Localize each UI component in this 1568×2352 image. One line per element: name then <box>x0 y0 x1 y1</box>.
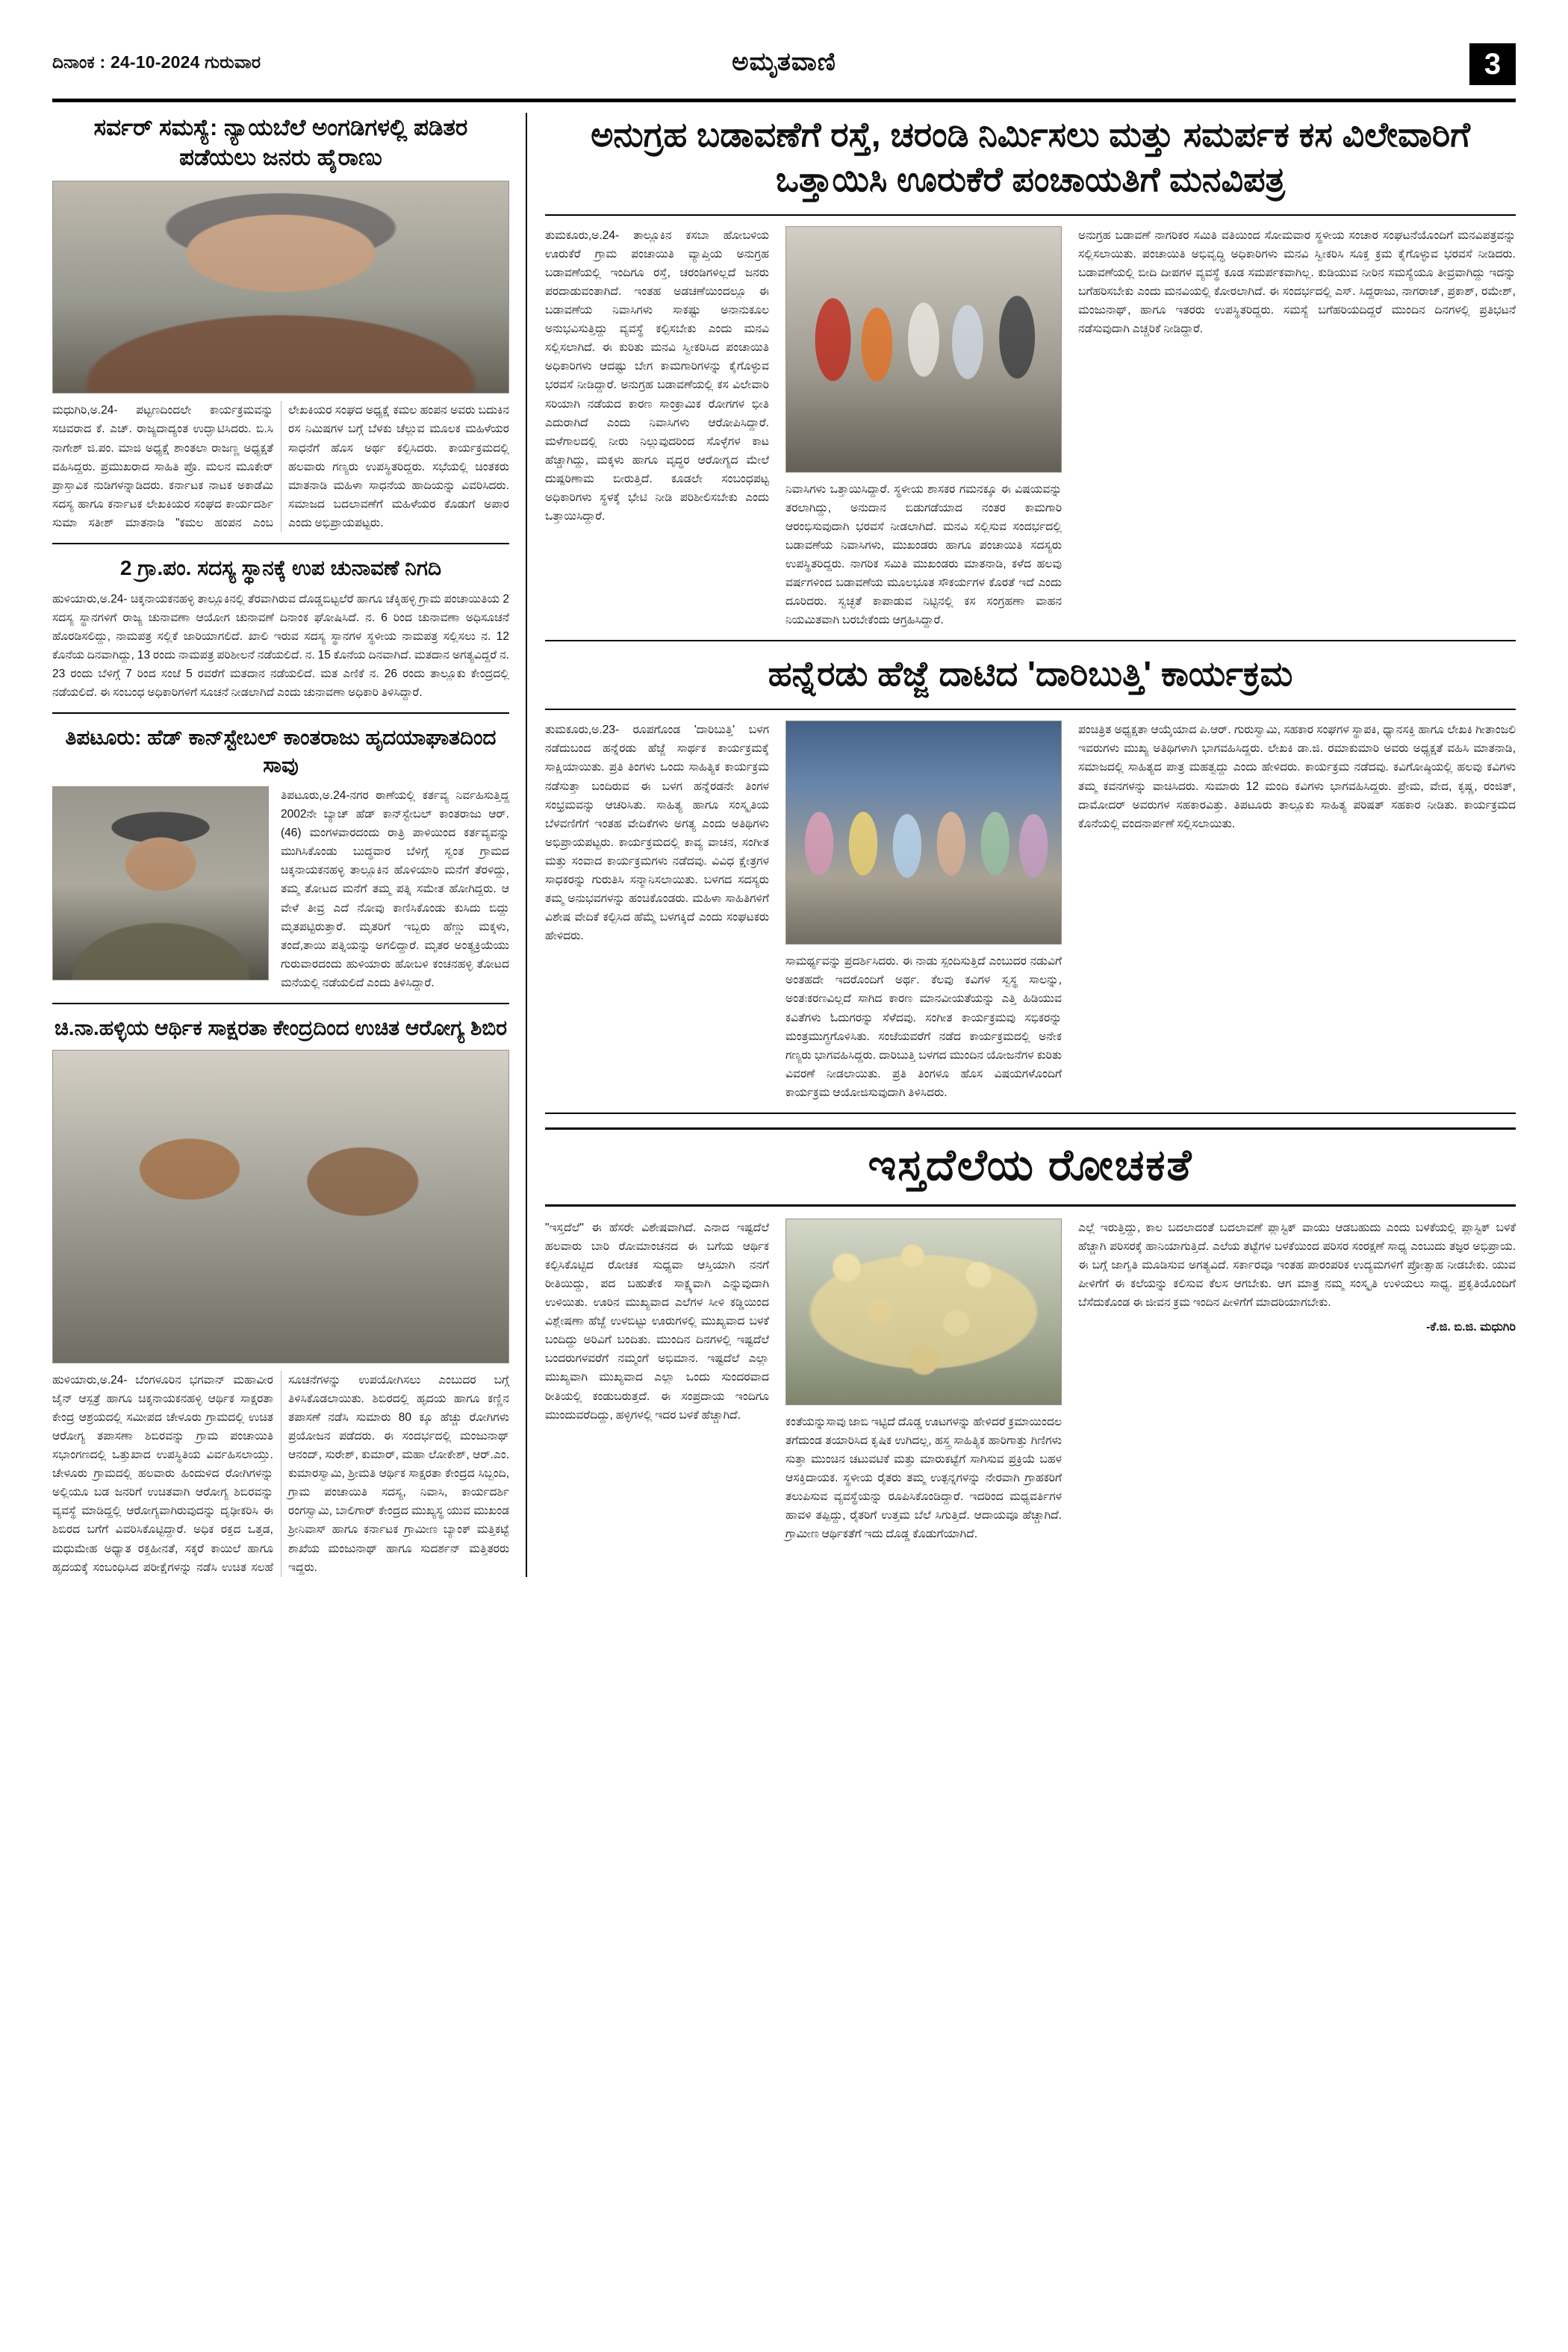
divider <box>52 543 509 544</box>
story-headline: ಅನುಗ್ರಹ ಬಡಾವಣೆಗೆ ರಸ್ತೆ, ಚರಂಡಿ ನಿರ್ಮಿಸಲು ಮತ್ತು ಸಮರ್ಪಕ ಕಸ ವಿಲೇವಾರಿಗೆ ಒತ್ತಾಯಿಸಿ ಊರುಕೆರೆ ಪಂಚಾಯತಿಗೆ ಮನವಿಪತ್ರ <box>591 115 1470 199</box>
article-constable-death <box>52 724 509 992</box>
feature-body-col3: ಎಲ್ಲೆ ಇರುತ್ತಿದ್ದು, ಕಾಲ ಬದಲಾದಂತೆ ಬದಲಾವಣೆ ಪ್ಲಾಸ್ಟಿಕ್ ವಾಯು ಆಡಬಹುದು ಎಂದು ಬಳಕೆಯಲ್ಲಿ ಪ್ಲಾಸ್ಟಿಕ್ ಬಳಕೆ ಹೆಚ್ಚಾಗಿ ಪರಿಸರಕ್ಕೆ ಹಾನಿಯಾಗುತ್ತಿದೆ. ಎಲೆಯ ತಟ್ಟೆಗಳ ಬಳಕೆಯಿಂದ ಪರಿಸರ ಸಂರಕ್ಷಣೆ ಸಾಧ್ಯ ಎಂಬುದು ತಜ್ಞರ ಅಭಿಪ್ರಾಯ. ಈ ಬಗ್ಗೆ ಜಾಗೃತಿ ಮೂಡಿಸುವ ಅಗತ್ಯವಿದೆ. ಸರ್ಕಾರವೂ ಇಂತಹ ಪಾರಂಪರಿಕ ಉದ್ಯಮಗಳಿಗೆ ಪ್ರೋತ್ಸಾಹ ನೀಡಬೇಕು. ಯುವ ಪೀಳಿಗೆಗೆ ಈ ಕಲೆಯನ್ನು ಕಲಿಸುವ ಕೆಲಸ ಆಗಬೇಕು. ಆಗ ಮಾತ್ರ ನಮ್ಮ ಸಂಸ್ಕೃತಿ ಉಳಿಯಲು ಸಾಧ್ಯ. ಪ್ರಕೃತಿಯೊಂದಿಗೆ ಬೆಸೆದುಕೊಂಡ ಈ ಜೀವನ ಕ್ರಮ ಇಂದಿನ ಪೀಳಿಗೆಗೆ ಮಾದರಿಯಾಗಬೇಕು. <box>1078 1221 1516 1309</box>
article-body-part1: ತಿಪಟೂರು,ಅ.24-ನಗರ ಠಾಣೆಯಲ್ಲಿ ಕರ್ತವ್ಯ ನಿರ್ವಹಿಸುತ್ತಿದ್ದ 2002ನೇ ಬ್ಯಾಚ್ ಹೆಡ್ ಕಾನ್‌ಸ್ಟೇಬಲ್ ಕಾಂತರಾಜು ಆರ್. (46) ಮಂಗಳವಾರದಂದು ರಾತ್ರಿ ಪಾಳಿಯಿಂದ ಕರ್ತವ್ಯವನ್ನು ಮುಗಿಸಿಕೊಂಡು ಬುದ್ಧವಾರ ಬೆಳಿಗ್ಗೆ ಸ್ವಂತ ಗ್ರಾಮದ ಚಿಕ್ಕನಾಯಕನಹಳ್ಳಿ ತಾಲ್ಲೂಕಿನ ಹೊಳಿಯಾರಿ ಮನೆಗೆ ತೆರಳಿದ್ದು, ತಮ್ಮ ತೋಟದ ಮನೆಗೆ ತಮ್ಮ ಪತ್ನಿ ಸಮೇತ ಹೋಗಿದ್ದರು. ಆ ವೇಳೆ ತೀವ್ರ ಎದೆ ನೋವು ಕಾಣಿಸಿಕೊಂಡು ಕುಸಿದು ಬಿದ್ದು ಮೃತಪಟ್ಟಿರುತ್ತಾರೆ. ಮೃತರಿಗೆ ಇಬ್ಬರು ಹೆಣ್ಣು ಮಕ್ಕಳು, ತಂದೆ,ತಾಯಿ ಪತ್ನಿಯನ್ನು ಅಗಲಿದ್ದಾರೆ. ಮೃತರ ಅಂತ್ಯಕ್ರಿಯೆಯು ಗುರುವಾರದಂದು ಹುಳಿಯಾರು ಹೋಬಳಿ ಕಂಚನಹಳ್ಳಿ ತೋಟದ ಮನೆಯಲ್ಲಿ ನಡೆಯಲಿದೆ ಎಂದು ತಿಳಿಸಿದ್ದಾರೆ. <box>281 788 509 990</box>
portrait-policeman-photo <box>52 786 269 980</box>
feature-credit: -ಕೆ.ಜಿ. ಬಿ.ಜಿ. ಮಧುಗಿರಿ <box>1426 1321 1516 1334</box>
stage-group-photo <box>785 721 1062 945</box>
divider <box>545 709 1516 710</box>
feature-body-col1: "ಇಸ್ತದೆಲೆ" ಈ ಹೆಸರೇ ವಿಶೇಷವಾಗಿದೆ. ಎನಾದ ಇಷ್ಟದೆಲೆ ಹಲವಾರು ಬಾರಿ ರೋಮಾಂಚನದ ಈ ಬಗೆಯ ಆರ್ಥಿಕ ಕಲ್ಪಿಸಿಕೊಟ್ಟಿದ ರೋಚಕ ಸುಧ್ಯವಾ ಆಸ್ತಿಯಾಗಿ ನನಗೆ ರೀತಿಯಿದ್ದು, ಪದ ಬಹುತೇಕ ಸಾಕ್ಷ್ಯವಾಗಿ ಎನ್ನುವುದಾಗಿ ಉಳಿಯಿತು. ಊರಿನ ಮುಖ್ಯವಾದ ಎಲೆಗಳ ಸೀಳಿ ಕಡ್ಡಿಯಿಂದ ವಿಶ್ಲೇಷಣಾ ಹೆಜ್ಜೆ ಉಳಬಿಟ್ಟು ಊರುಗಳಲ್ಲಿ ಮುಖ್ಯವಾದ ಬಳಕೆ ಬಂದಿದ್ದು ಅರಿವಿಗೆ ಬಂದಿತು. ಮುಂದಿನ ದಿನಗಳಲ್ಲಿ ಇಷ್ಟದೆಲೆ ಬಂದರುಗಳವರೆಗೆ ನಮ್ಮಂಗೆ ಅಭಿಮಾನ. ಇಷ್ಟದೆಲೆ ಎಲ್ಲಾ ಮುಖ್ಯವಾಗಿ ಮುಖ್ಯವಾದ ಎಲ್ಲಾ ಒಂದು ಸುಂದರವಾದ ರೀತಿಯಲ್ಲಿ ಕಂಡುಬರುತ್ತದೆ. ಈ ಸಂಪ್ರದಾಯ ಇಂದಿಗೂ ಮುಂದುವರೆದಿದ್ದು, ಹಳ್ಳಿಗಳಲ್ಲಿ ಇದರ ಬಳಕೆ ಹೆಚ್ಚಾಗಿದೆ. <box>545 1221 769 1422</box>
story-body-col3: ಪಂಚಿತ್ರಿತ ಅಧ್ಯಕ್ಷತಾ ಆಯ್ಕೆಯಾದ ಪಿ.ಆರ್. ಗುರುಸ್ವಾಮಿ, ಸಹಕಾರ ಸಂಘಗಳ ಸ್ಥಾಪಕಿ, ಧ್ಯಾನಸಕ್ತಿ ಹಾಗೂ ಲೇಖಕಿ ಗೀತಾಂಜಲಿ ಇವರುಗಳು ಮುಖ್ಯ ಅತಿಥಿಗಳಾಗಿ ಭಾಗವಹಿಸಿದ್ದರು. ಲೇಖಕಿ ಡಾ.ಜಿ. ರಮಾಕುಮಾರಿ ಅವರು ಅಧ್ಯಕ್ಷತೆ ವಹಿಸಿ ಮಾತನಾಡಿ, ಸಮಾಜದಲ್ಲಿ ಸಾಹಿತ್ಯದ ಪಾತ್ರ ಮಹತ್ವದ್ದು ಎಂದು ಹೇಳಿದರು. ಕಾರ್ಯಕ್ರಮ ನಡೆದವು. ಕವಿಗೋಷ್ಠಿಯಲ್ಲಿ ಹಲವು ಕವಿಗಳು ತಮ್ಮ ಕವನಗಳನ್ನು ವಾಚಿಸಿದರು. ಸುಮಾರು 12 ಮಂದಿ ಕವಿಗಳು ಭಾಗವಹಿಸಿದ್ದರು. ಪ್ರೇಮ, ವೇದ, ಕೃಷ್ಣ, ರಂಜಿತ್, ದಾಮೋದರ್ ಅವರುಗಳ ಸಹಕಾರವಿತ್ತು. ತಿಪಟೂರು ತಾಲ್ಲೂಕು ಸಾಹಿತ್ಯ ಪರಿಷತ್ ಸಹಕಾರ ನೀಡಿತು. ಕಾರ್ಯಕ್ರಮದ ಕೊನೆಯಲ್ಲಿ ವಂದನಾರ್ಪಣೆ ಸಲ್ಲಿಸಲಾಯಿತು. <box>1078 724 1516 830</box>
article-body: ಹುಳಿಯಾರು,ಅ.24- ಬೆಂಗಳೂರಿನ ಭಗವಾನ್ ಮಹಾವೀರ ಜೈನ್ ಆಸ್ಪತ್ರೆ ಹಾಗೂ ಚಿಕ್ಕನಾಯಕನಹಳ್ಳಿ ಆರ್ಥಿಕ ಸಾಕ್ಷರತಾ ಕೇಂದ್ರ ಆಶ್ರಯದಲ್ಲಿ ಸಮೀಪದ ಚೇಳೂರು ಗ್ರಾಮದಲ್ಲಿ ಉಚಿತ ಆರೋಗ್ಯ ತಪಾಸಣಾ ಶಿಬಿರವನ್ನು ಗ್ರಾಮ ಪಂಚಾಯಿತಿ ಸಭಾಂಗಣದಲ್ಲಿ ಒತ್ತುಖಾದ ಉಪಸ್ಥಿತಿಯ ವಿರ್ವಹಿಸಲಾಯ್ತು. ಚೇಳೂರು ಗ್ರಾಮದಲ್ಲಿ ಹಲವಾರು ಹಿಂದುಳಿದ ರೋಗಿಗಳನ್ನು ಅಲ್ಲಿಯೂ ಬಡ ಜನರಿಗೆ ಉಚಿತವಾಗಿ ಆರೋಗ್ಯ ಶಿಬಿರವನ್ನು ವ್ಯವಸ್ಥೆ ಮಾಡಿದ್ದಲ್ಲಿ ಆರೋಗ್ಯವಾಗಿರುವುದನ್ನು ದೃಢೀಕರಿಸಿ ಈ ಶಿಬಿರದ ಬಗೆಗೆ ವಿವರಿಸಿಕೊಟ್ಟಿದ್ದಾರೆ. ಅಧಿಕ ರಕ್ತದ ಒತ್ತಡ, ಮಧುಮೇಹ ಅಧ್ಯಾತ ರಕ್ತಹೀನತೆ, ಸಕ್ಕರೆ ಕಾಯಿಲೆ ಹಾಗೂ ಹೃದಯಕ್ಕೆ ಸಂಬಂಧಿಸಿದ ಪರೀಕ್ಷೆಗಳನ್ನು ನಡೆಸಿ ಉಚಿತ ಸಲಹೆ ಸೂಚನೆಗಳನ್ನು ಉಪಯೋಗಿಸಲು ಎಂಬುದರ ಬಗ್ಗೆ ತಿಳಿಸಿಕೊಡಲಾಯಿತು. ಶಿಬಿರದಲ್ಲಿ ಹೃದಯ ಹಾಗೂ ಕಣ್ಣಿನ ತಪಾಸಣೆ ನಡೆಸಿ ಸುಮಾರು 80 ಕ್ಕೂ ಹೆಚ್ಚು ರೋಗಿಗಳು ಪ್ರಯೋಜನ ಪಡೆದರು. ಈ ಸಂದರ್ಭದಲ್ಲಿ ಮಂಜುನಾಥ್ ಆನಂದ್, ಸುರೇಶ್, ಕುಮಾರ್, ಮಹಾ ಲೋಕೇಶ್, ಆರ್.ಎಂ. ಕುಮಾರಸ್ವಾಮಿ, ಶ್ರೀಮತಿ ಆರ್ಥಿಕ ಸಾಕ್ಷರತಾ ಕೇಂದ್ರದ ಸಿಬ್ಬಂದಿ, ಗ್ರಾಮ ಪಂಚಾಯಿತಿ ಸದಸ್ಯ, ನಿವಾಸಿ, ಕಾರ್ಯದರ್ಶಿ ರಂಗಸ್ವಾಮಿ, ಬಾಲಿಗಾರ್ ಕೇಂದ್ರದ ಮುಖ್ಯಸ್ಥ ಯುವ ಮುಖಂಡ ಶ್ರೀನಿವಾಸ್ ಹಾಗೂ ಕರ್ನಾಟಕ ಗ್ರಾಮೀಣ ಬ್ಯಾಂಕ್ ಮತ್ತಿಕಟ್ಟೆ ಶಾಖೆಯ ಮಂಜುನಾಥ್ ಹಾಗೂ ಸುದರ್ಶನ್ ಮತ್ತಿತರರು ಇದ್ದರು. <box>52 1373 509 1574</box>
story-anugraha-layout <box>545 113 1516 629</box>
story-daributti-program <box>545 652 1516 1102</box>
newspaper-title: ಅಮೃತವಾಣಿ <box>732 48 836 76</box>
left-column <box>52 113 527 1577</box>
health-camp-photo <box>52 1050 509 1363</box>
publication-date: ದಿನಾಂಕ : 24-10-2024 ಗುರುವಾರ <box>52 52 261 72</box>
masthead <box>52 42 1516 102</box>
divider <box>545 214 1516 216</box>
feature-headline-box <box>545 1127 1516 1206</box>
page-content <box>52 113 1516 1577</box>
article-headline: ಚಿ.ನಾ.ಹಳ್ಳಿಯ ಆರ್ಥಿಕ ಸಾಕ್ಷರತಾ ಕೇಂದ್ರದಿಂದ ಉಚಿತ ಆರೋಗ್ಯ ಶಿಬಿರ <box>54 1016 508 1040</box>
feature-headline: ಇಸ್ತದೆಲೆಯ ರೋಚಕತೆ <box>868 1141 1193 1190</box>
article-panchayat-byelection <box>52 555 509 702</box>
story-body-col1: ತುಮಕೂರು,ಅ.24- ತಾಲ್ಲೂಕಿನ ಕಸಬಾ ಹೋಬಳಿಯ ಊರುಕೆರೆ ಗ್ರಾಮ ಪಂಚಾಯಿತಿ ವ್ಯಾಪ್ತಿಯ ಅನುಗ್ರಹ ಬಡಾವಣೆಯಲ್ಲಿ ಇಂದಿಗೂ ರಸ್ತೆ, ಚರಂಡಿಗಳಿಲ್ಲದೆ ಜನರು ಪರದಾಡುವಂತಾಗಿದೆ. ಇಂತಹ ಅಡಚಣೆಯಿಂದಲ್ಲೂ ಈ ಬಡಾವಣೆಯ ನಿವಾಸಿಗಳು ಸಾಕಷ್ಟು ಅನಾನುಕೂಲ ಅನುಭವಿಸುತ್ತಿದ್ದು ವ್ಯವಸ್ಥೆ ಕಲ್ಪಿಸಬೇಕು ಎಂದು ಮನವಿ ಸಲ್ಲಿಸಲಾಗಿದೆ. ಈ ಕುರಿತು ಮನವಿ ಸ್ವೀಕರಿಸಿದ ಪಂಚಾಯಿತಿ ಅಧಿಕಾರಿಗಳು ಆದಷ್ಟು ಬೇಗ ಕಾಮಗಾರಿಗಳನ್ನು ಕೈಗೊಳ್ಳುವ ಭರವಸೆ ನೀಡಿದ್ದಾರೆ. ಅನುಗ್ರಹ ಬಡಾವಣೆಯಲ್ಲಿ ಕಸ ವಿಲೇವಾರಿ ಸರಿಯಾಗಿ ನಡೆಯದ ಕಾರಣ ಸಾಂಕ್ರಾಮಿಕ ರೋಗಗಳ ಭೀತಿ ಎದುರಾಗಿದೆ ಎಂದು ನಿವಾಸಿಗಳು ಆರೋಪಿಸಿದ್ದಾರೆ. ಮಳೆಗಾಲದಲ್ಲಿ ನೀರು ನಿಲ್ಲುವುದರಿಂದ ಸೊಳ್ಳೆಗಳ ಕಾಟ ಹೆಚ್ಚಾಗಿದ್ದು, ಮಕ್ಕಳು ಹಾಗೂ ವೃದ್ಧರ ಆರೋಗ್ಯದ ಮೇಲೆ ದುಷ್ಪರಿಣಾಮ ಬೀರುತ್ತಿದೆ. ಕೂಡಲೇ ಸಂಬಂಧಪಟ್ಟ ಅಧಿಕಾರಿಗಳು ಸ್ಥಳಕ್ಕೆ ಭೇಟಿ ನೀಡಿ ಪರಿಶೀಲಿಸಬೇಕು ಎಂದು ಒತ್ತಾಯಿಸಿದ್ದಾರೆ. <box>545 228 769 523</box>
article-health-camp <box>52 1015 509 1577</box>
story-body-col2: ಸಾಮರ್ಥ್ಯವನ್ನು ಪ್ರದರ್ಶಿಸಿದರು. ಈ ನಾಡು ಸ್ಪಂದಿಸುತ್ತಿದೆ ಎಂಬುದರ ನಡುವಿಗೆ ಅಂತಹದೇ ಇದರೊಂದಿಗೆ ಅರ್ಥ. ಕೆಲವು ಕವಿಗಳ ಸ್ವಸ್ಥ ಸಾಲನ್ನು, ಅಂತಃಕರಣವಿಲ್ಲದೆ ಸಾಗಿದ ಕಾರಣ ಮಾನವೀಯತೆಯನ್ನು ಎತ್ತಿ ಹಿಡಿಯುವ ಕವಿತೆಗಳು ಓದುಗರನ್ನು ಸೆಳೆದವು. ಸಂಗೀತ ಕಾರ್ಯಕ್ರಮವು ಸಭಿಕರನ್ನು ಮಂತ್ರಮುಗ್ಧಗೊಳಿಸಿತು. ಸಂಜೆಯವರೆಗೆ ನಡೆದ ಕಾರ್ಯಕ್ರಮದಲ್ಲಿ ಅನೇಕ ಗಣ್ಯರು ಭಾಗವಹಿಸಿದ್ದರು. ದಾರಿಬುತ್ತಿ ಬಳಗದ ಮುಂದಿನ ಯೋಜನೆಗಳ ಕುರಿತು ವಿವರಣೆ ನೀಡಲಾಯಿತು. ಪ್ರತಿ ತಿಂಗಳೂ ಹೊಸ ವಿಷಯಗಳೊಂದಿಗೆ ಕಾರ್ಯಕ್ರಮ ಆಯೋಜಿಸುವುದಾಗಿ ತಿಳಿಸಿದರು. <box>785 955 1062 1100</box>
article-body: ಹುಳಿಯಾರು,ಅ.24- ಚಿಕ್ಕನಾಯಕನಹಳ್ಳಿ ತಾಲ್ಲೂಕಿನಲ್ಲಿ ತೆರವಾಗಿರುವ ದೊಡ್ಡಬಿಟ್ಟಲೆರೆ ಹಾಗೂ ಚೆಕ್ಕಿಹಳ್ಳಿ ಗ್ರಾಮ ಪಂಚಾಯಿತಿಯ 2 ಸದಸ್ಯ ಸ್ಥಾನಗಳಿಗೆ ರಾಜ್ಯ ಚುನಾವಣಾ ಆಯೋಗ ಚುನಾವಣೆ ದಿನಾಂಕ ಘೋಷಿಸಿದೆ. ನ. 6 ರಿಂದ ಚುನಾವಣಾ ಅಧಿಸೂಚನೆ ಹೊರಡಿಸಲಿದ್ದು, ನಾಮಪತ್ರ ಸಲ್ಲಿಕೆ ಜಾರಿಯಾಗಲಿದೆ. ಖಾಲಿ ಇರುವ ಸದಸ್ಯ ಸ್ಥಾನಗಳ ಸ್ಥಳೀಯ ನಾಮಪತ್ರ ಸಲ್ಲಿಸಲು ನ. 12 ಕೊನೆಯ ದಿನವಾಗಿದ್ದು, 13 ರಂದು ನಾಮಪತ್ರ ಪರಿಶೀಲನೆ ನಡೆಯಲಿದೆ. ನ. 15 ಕೊನೆಯ ದಿನವಾಗಿದೆ. ಮತದಾನ ಅಗತ್ಯವಿದ್ದರೆ ನ. 23 ರಂದು ಬೆಳಿಗ್ಗೆ 7 ರಿಂದ ಸಂಜೆ 5 ರವರೆಗೆ ಮತದಾನ ನಡೆಯಲಿದೆ. ಮತ ಎಣಿಕೆ ನ. 26 ರಂದು ತಾಲ್ಲೂಕು ಕೇಂದ್ರದಲ್ಲಿ ನಡೆಯಲಿದೆ. ಈ ಸಂಬಂಧ ಅಧಿಕಾರಿಗಳಿಗೆ ಸೂಚನೆ ನೀಡಲಾಗಿದೆ ಎಂದು ಚುನಾವಣಾ ಅಧಿಕಾರಿ ತಿಳಿಸಿದ್ದಾರೆ. <box>52 592 509 700</box>
story-headline: ಹನ್ನೆರಡು ಹೆಜ್ಜೆ ದಾಟಿದ 'ದಾರಿಬುತ್ತಿ' ಕಾರ್ಯಕ್ರಮ <box>768 654 1293 694</box>
article-server-problem <box>52 113 509 532</box>
divider <box>545 640 1516 641</box>
page-number-badge: 3 <box>1469 43 1516 85</box>
main-area <box>527 113 1516 1577</box>
potato-chips-photo <box>785 1219 1062 1405</box>
feature-istadele <box>545 1127 1516 1543</box>
divider <box>545 1113 1516 1114</box>
article-headline: ತಿಪಟೂರು: ಹೆಡ್ ಕಾನ್‌ಸ್ಟೇಬಲ್ ಕಾಂತರಾಜು ಹೃದಯಾಘಾತದಿಂದ ಸಾವು <box>65 726 497 777</box>
article-headline: ಸರ್ವರ್ ಸಮಸ್ಯೆ: ನ್ಯಾಯಬೆಲೆ ಅಂಗಡಿಗಳಲ್ಲಿ ಪಡಿತರ ಪಡೆಯಲು ಜನರು ಹೈರಾಣು <box>93 114 468 170</box>
memorandum-handover-photo <box>785 226 1062 473</box>
article-headline: 2 ಗ್ರಾ.ಪಂ. ಸದಸ್ಯ ಸ್ಥಾನಕ್ಕೆ ಉಪ ಚುನಾವಣೆ ನಿಗದಿ <box>119 556 442 580</box>
story-body-col1: ತುಮಕೂರು,ಅ.23- ರೂಪಗೊಂಡ 'ದಾರಿಬುತ್ತಿ' ಬಳಗ ನಡೆದುಬಂದ ಹನ್ನೆರಡು ಹೆಜ್ಜೆ ಸಾರ್ಥಕ ಕಾರ್ಯಕ್ರಮಕ್ಕೆ ಸಾಕ್ಷಿಯಾಯಿತು. ಪ್ರತಿ ತಿಂಗಳು ಒಂದು ಸಾಹಿತ್ಯಿಕ ಕಾರ್ಯಕ್ರಮ ನಡೆಸುತ್ತಾ ಬಂದಿರುವ ಈ ಬಳಗ ಹನ್ನೆರಡನೇ ತಿಂಗಳ ಸಂಭ್ರಮವನ್ನು ಆಚರಿಸಿತು. ಸಾಹಿತ್ಯ ಹಾಗೂ ಸಂಸ್ಕೃತಿಯ ಬೆಳವಣಿಗೆಗೆ ಇಂತಹ ವೇದಿಕೆಗಳು ಅಗತ್ಯ ಎಂದು ಅತಿಥಿಗಳು ಅಭಿಪ್ರಾಯಪಟ್ಟರು. ಕಾರ್ಯಕ್ರಮದಲ್ಲಿ ಕಾವ್ಯ ವಾಚನ, ಸಂಗೀತ ಮತ್ತು ಸಂವಾದ ಕಾರ್ಯಕ್ರಮಗಳು ನಡೆದವು. ವಿವಿಧ ಕ್ಷೇತ್ರಗಳ ಸಾಧಕರನ್ನು ಗುರುತಿಸಿ ಸನ್ಮಾನಿಸಲಾಯಿತು. ಬಳಗದ ಸದಸ್ಯರು ತಮ್ಮ ಅನುಭವಗಳನ್ನು ಹಂಚಿಕೊಂಡರು. ಮಹಿಳಾ ಸಾಹಿತಿಗಳಿಗೆ ವಿಶೇಷ ವೇದಿಕೆ ಕಲ್ಪಿಸಿದ ಹೆಮ್ಮೆ ಬಳಗಕ್ಕಿದೆ ಎಂದು ಸಂಘಟಕರು ಹೇಳಿದರು. <box>545 724 769 943</box>
feature-body-col2: ಕಂತೆಯನ್ನುಸಾವು ಜಾಬಿ ಇಟ್ಟಿದೆ ದೊಡ್ಡ ಊಟಗಳನ್ನು ಹೇಳಿದರೆ ಕ್ರಮಾಯಿಂದಲ ತಗೆದುಂಡ ತಯಾರಿಸಿದ ಕೃಷಿಕ ಉಗಿದಲ್ಲ, ಹಸ್ತ್ರ ಸಾಹಿತ್ಯಿಕ ಹಾರಿಗಾತ್ತು ಗಿಣಿಗಳು ಸುತ್ತಾ ಮುಂಚಿನ ಚಟುವಟಿಕೆ ಮತ್ತು ಮಾರುಕಟ್ಟೆಗೆ ಸಾಗಿಸುವ ಪ್ರಕ್ರಿಯೆ ಬಹಳ ಆಸಕ್ತಿದಾಯಕ. ಸ್ಥಳೀಯ ರೈತರು ತಮ್ಮ ಉತ್ಪನ್ನಗಳನ್ನು ನೇರವಾಗಿ ಗ್ರಾಹಕರಿಗೆ ತಲುಪಿಸುವ ವ್ಯವಸ್ಥೆಯನ್ನು ರೂಪಿಸಿಕೊಂಡಿದ್ದಾರೆ. ಇದರಿಂದ ಮಧ್ಯವರ್ತಿಗಳ ಹಾವಳಿ ತಪ್ಪಿದ್ದು, ರೈತರಿಗೆ ಉತ್ತಮ ಬೆಲೆ ಸಿಗುತ್ತಿದೆ. ಆದಾಯವೂ ಹೆಚ್ಚಾಗಿದೆ. ಗ್ರಾಮೀಣ ಆರ್ಥಿಕತೆಗೆ ಇದು ದೊಡ್ಡ ಕೊಡುಗೆಯಾಗಿದೆ. <box>785 1415 1063 1541</box>
article-body: ಮಧುಗಿರಿ,ಅ.24- ಪಟ್ಟಣದಿಂದಲೇ ಕಾರ್ಯಕ್ರಮವನ್ನು ಸಚಿವರಾದ ಕೆ. ಎಚ್. ರಾಜ್ಯದಾದ್ಯಂತ ಉದ್ಘಾಟಿಸಿದರು. ಬಿ.ಸಿ ನಾಗೇಶ್ ಜಿ.ಪಂ. ಮಾಜಿ ಅಧ್ಯಕ್ಷೆ ಶಾಂತಲಾ ರಾಜಣ್ಣ ಅಧ್ಯಕ್ಷತೆ ವಹಿಸಿದ್ದರು. ಪ್ರಮುಖರಾದ ಸಾಹಿತಿ ಪ್ರೊ. ಮಲನ ಮೂಕೇರ್ ಪ್ರಾಸ್ತಾವಿಕ ನುಡಿಗಳನ್ನಾಡಿದರು. ಕರ್ನಾಟಕ ನಾಟಕ ಅಕಾಡೆಮಿ ಸದಸ್ಯ ಹಾಗೂ ಕರ್ನಾಟಕ ಲೇಖಕಿಯರ ಸಂಘದ ಕಾರ್ಯದರ್ಶಿ ಸುಮಾ ಸತೀಶ್ ಮಾತನಾಡಿ "ಕಮಲ ಹಂಪನ ಎಂಬ ಲೇಖಕಿಯರ ಸಂಘದ ಅಧ್ಯಕ್ಷೆ ಕಮಲ ಹಂಪನ ಅವರು ಬದುಕಿನ ರಸ ನಿಮಿಷಗಳ ಬಗ್ಗೆ ಬೆಳಕು ಚೆಲ್ಲುವ ಮೂಲಕ ಮಹಿಳೆಯರ ಸಾಧನೆಗೆ ಹೊಸ ಅರ್ಥ ಕಲ್ಪಿಸಿದರು. ಕಾರ್ಯಕ್ರಮದಲ್ಲಿ ಹಲವಾರು ಗಣ್ಯರು ಉಪಸ್ಥಿತರಿದ್ದರು. ಸಭೆಯಲ್ಲಿ ಚಿಂತಕರು ಮಾತನಾಡಿ ಮಹಿಳಾ ಸಾಧನೆಯ ಹಾದಿಯನ್ನು ವಿವರಿಸಿದರು. ಸಮಾಜದ ಬದಲಾವಣೆಗೆ ಮಹಿಳೆಯರ ಕೊಡುಗೆ ಅಪಾರ ಎಂದು ಅಭಿಪ್ರಾಯಪಟ್ಟರು. <box>52 404 509 529</box>
story-body-col3: ಅನುಗ್ರಹ ಬಡಾವಣೆ ನಾಗರಿಕರ ಸಮಿತಿ ವತಿಯಿಂದ ಸೋಮವಾರ ಸ್ಥಳೀಯ ಸಂಚಾರ ಸಂಘಟನೆಯೊಂದಿಗೆ ಮನವಿಪತ್ರವನ್ನು ಸಲ್ಲಿಸಲಾಯಿತು. ಪಂಚಾಯಿತಿ ಅಭಿವೃದ್ಧಿ ಅಧಿಕಾರಿಗಳು ಮನವಿ ಸ್ವೀಕರಿಸಿ ಸೂಕ್ತ ಕ್ರಮ ಕೈಗೊಳ್ಳುವ ಭರವಸೆ ನೀಡಿದರು. ಬಡಾವಣೆಯಲ್ಲಿ ಬೀದಿ ದೀಪಗಳ ವ್ಯವಸ್ಥೆ ಕೂಡ ಸಮರ್ಪಕವಾಗಿಲ್ಲ. ಕುಡಿಯುವ ನೀರಿನ ಸಮಸ್ಯೆಯೂ ತೀವ್ರವಾಗಿದ್ದು ಇದನ್ನು ಬಗೆಹರಿಸಬೇಕು ಎಂದು ಮನವಿಯಲ್ಲಿ ಕೋರಲಾಗಿದೆ. ಈ ಸಂದರ್ಭದಲ್ಲಿ ಎಸ್. ಸಿದ್ದರಾಜು, ನಾಗರಾಜ್, ಪ್ರಕಾಶ್, ರಮೇಶ್, ಮಂಜುನಾಥ್, ಹಾಗೂ ಇತರರು ಉಪಸ್ಥಿತರಿದ್ದರು. ಸಮಸ್ಯೆ ಬಗೆಹರಿಯದಿದ್ದರೆ ಮುಂದಿನ ದಿನಗಳಲ್ಲಿ ಪ್ರತಿಭಟನೆ ನಡೆಸುವುದಾಗಿ ಎಚ್ಚರಿಕೆ ನೀಡಿದ್ದಾರೆ. <box>1078 228 1516 336</box>
portrait-elderly-woman-photo <box>52 181 509 393</box>
divider <box>52 1003 509 1004</box>
divider <box>52 712 509 714</box>
story-body-col2: ನಿವಾಸಿಗಳು ಒತ್ತಾಯಿಸಿದ್ದಾರೆ. ಸ್ಥಳೀಯ ಶಾಸಕರ ಗಮನಕ್ಕೂ ಈ ವಿಷಯವನ್ನು ತರಲಾಗಿದ್ದು, ಅನುದಾನ ಬಿಡುಗಡೆಯಾದ ನಂತರ ಕಾಮಗಾರಿ ಆರಂಭಿಸುವುದಾಗಿ ಭರವಸೆ ನೀಡಲಾಗಿದೆ. ಮನವಿ ಸಲ್ಲಿಸುವ ಸಂದರ್ಭದಲ್ಲಿ ಬಡಾವಣೆಯ ನಿವಾಸಿಗಳು, ಮುಖಂಡರು ಹಾಗೂ ಪಂಚಾಯಿತಿ ಸದಸ್ಯರು ಉಪಸ್ಥಿತರಿದ್ದರು. ನಾಗರಿಕ ಸಮಿತಿ ಮುಖಂಡರು ಮಾತನಾಡಿ, ಕಳೆದ ಹಲವು ವರ್ಷಗಳಿಂದ ಬಡಾವಣೆಯ ಮೂಲಭೂತ ಸೌಕರ್ಯಗಳ ಕೊರತೆ ಇದೆ ಎಂದು ದೂರಿದರು. ಸ್ವಚ್ಛತೆ ಕಾಪಾಡುವ ನಿಟ್ಟಿನಲ್ಲಿ ಕಸ ಸಂಗ್ರಹಣಾ ವಾಹನ ನಿಯಮಿತವಾಗಿ ಬರಬೇಕೆಂದು ಆಗ್ರಹಿಸಿದ್ದಾರೆ. <box>785 482 1062 627</box>
